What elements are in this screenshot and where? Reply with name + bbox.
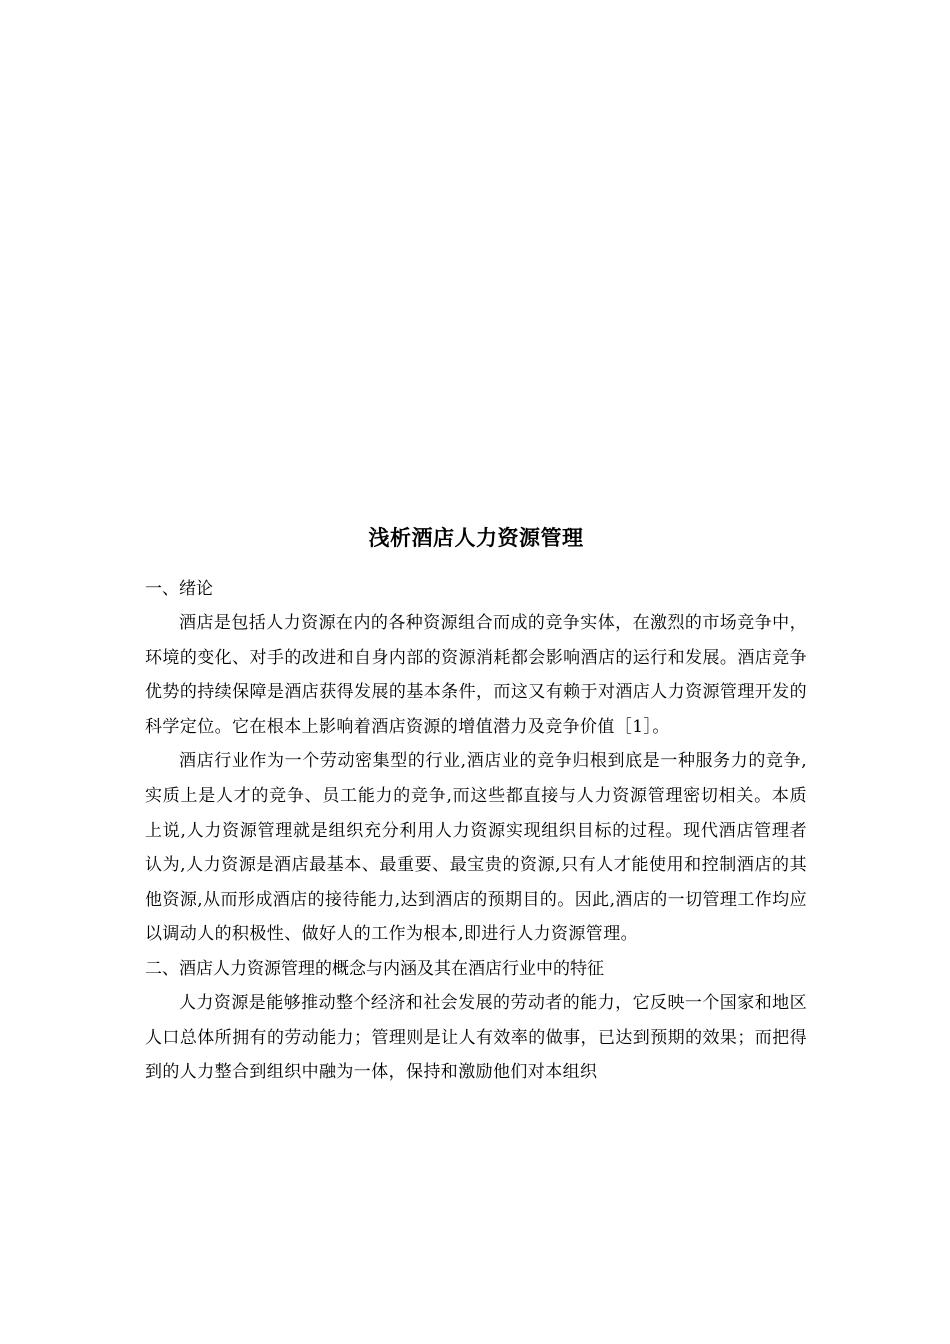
document-title: 浅析酒店人力资源管理 xyxy=(368,525,584,550)
paragraph: 酒店行业作为一个劳动密集型的行业,酒店业的竞争归根到底是一种服务力的竞争,实质上是人才的竞争、员工能力的竞争,而这些都直接与人力资源管理密切相关。本质上说,人力资源管理就是组织充分利用人力资源实现组织目标的过程。现代酒店管理者认为,人力资源是酒店最基本、最重要、最宝贵的资源,只有人才能使用和控制酒店的其他资源,从而形成酒店的接待能力,达到酒店的预期目的。因此,酒店的一切管理工作均应以调动人的积极性、做好人的工作为根本,即进行人力资源管理。 xyxy=(145,751,807,945)
section-1 xyxy=(145,572,807,952)
section-heading: 二、酒店人力资源管理的概念与内涵及其在酒店行业中的特征 xyxy=(145,958,604,979)
document-body xyxy=(145,518,807,1090)
paragraph: 酒店是包括人力资源在内的各种资源组合而成的竞争实体，在激烈的市场竞争中，环境的变化、对手的改进和自身内部的资源消耗都会影响酒店的运行和发展。酒店竞争优势的持续保障是酒店获得发展的基本条件，而这又有赖于对酒店人力资源管理开发的科学定位。它在根本上影响着酒店资源的增值潜力及竞争价值［1］。 xyxy=(145,613,807,737)
section-2 xyxy=(145,952,807,1090)
paragraph: 人力资源是能够推动整个经济和社会发展的劳动者的能力，它反映一个国家和地区人口总体所拥有的劳动能力；管理则是让人有效率的做事，已达到预期的效果；而把得到的人力整合到组织中融为一体，保持和激励他们对本组织 xyxy=(145,992,807,1083)
section-heading: 一、绪论 xyxy=(145,579,213,599)
